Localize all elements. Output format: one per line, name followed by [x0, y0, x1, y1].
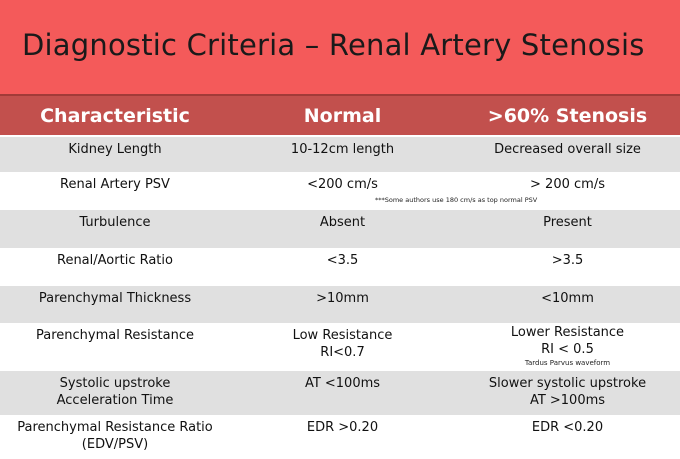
header-characteristic: Characteristic	[0, 95, 230, 136]
table-row	[0, 286, 680, 323]
cell-characteristic-line1: Parenchymal Resistance Ratio	[17, 420, 213, 435]
cell-characteristic: Renal Artery PSV	[60, 177, 170, 192]
cell-stenosis: <10mm	[455, 286, 680, 323]
cell-stenosis: Decreased overall size	[455, 136, 680, 172]
cell-characteristic: Renal/Aortic Ratio	[57, 253, 173, 268]
table-row	[0, 210, 680, 248]
cell-normal: AT <100ms	[230, 371, 455, 415]
cell-normal-line2: RI<0.7	[320, 345, 365, 360]
page-title: Diagnostic Criteria – Renal Artery Stenosis	[22, 28, 645, 62]
table-row	[0, 172, 680, 210]
cell-characteristic-line1: Systolic upstroke	[59, 376, 171, 391]
cell-stenosis	[455, 371, 680, 415]
cell-characteristic: Turbulence	[0, 210, 230, 248]
cell-normal: <3.5	[326, 253, 359, 268]
cell-stenosis-line2: RI < 0.5	[541, 342, 594, 357]
cell-characteristic: Parenchymal Thickness	[0, 286, 230, 323]
cell-stenosis: >3.5	[551, 253, 584, 268]
cell-stenosis-line2: AT >100ms	[529, 393, 606, 408]
cell-stenosis	[455, 323, 680, 371]
cell-normal: EDR >0.20	[306, 420, 379, 435]
header-normal: Normal	[230, 95, 455, 136]
tardus-parvus-note: Tardus Parvus waveform	[524, 359, 611, 367]
cell-characteristic-line2: Acceleration Time	[56, 393, 174, 408]
cell-normal-value: <200 cm/s	[307, 177, 378, 192]
cell-normal	[230, 323, 455, 371]
cell-normal: 10-12cm length	[230, 136, 455, 172]
header-row	[0, 95, 680, 136]
psv-footnote: ***Some authors use 180 cm/s as top normal PSV	[375, 196, 538, 204]
cell-normal-line1: Low Resistance	[292, 328, 393, 343]
header-stenosis: >60% Stenosis	[455, 95, 680, 136]
criteria-table	[0, 94, 680, 459]
table-row	[0, 323, 680, 371]
title-bar	[0, 0, 680, 94]
cell-stenosis: Present	[455, 210, 680, 248]
cell-stenosis-line1: Slower systolic upstroke	[488, 376, 647, 391]
cell-normal: Absent	[230, 210, 455, 248]
table-row	[0, 136, 680, 172]
cell-characteristic	[0, 371, 230, 415]
cell-stenosis-line1: Lower Resistance	[510, 325, 625, 340]
cell-characteristic: Kidney Length	[0, 136, 230, 172]
table-row	[0, 371, 680, 415]
cell-characteristic-line2: (EDV/PSV)	[81, 437, 149, 452]
cell-normal: >10mm	[230, 286, 455, 323]
table-row	[0, 248, 680, 286]
table-row	[0, 415, 680, 459]
cell-stenosis-value: > 200 cm/s	[530, 177, 605, 192]
cell-characteristic	[0, 415, 230, 459]
cell-stenosis: EDR <0.20	[531, 420, 604, 435]
cell-characteristic: Parenchymal Resistance	[35, 328, 195, 343]
